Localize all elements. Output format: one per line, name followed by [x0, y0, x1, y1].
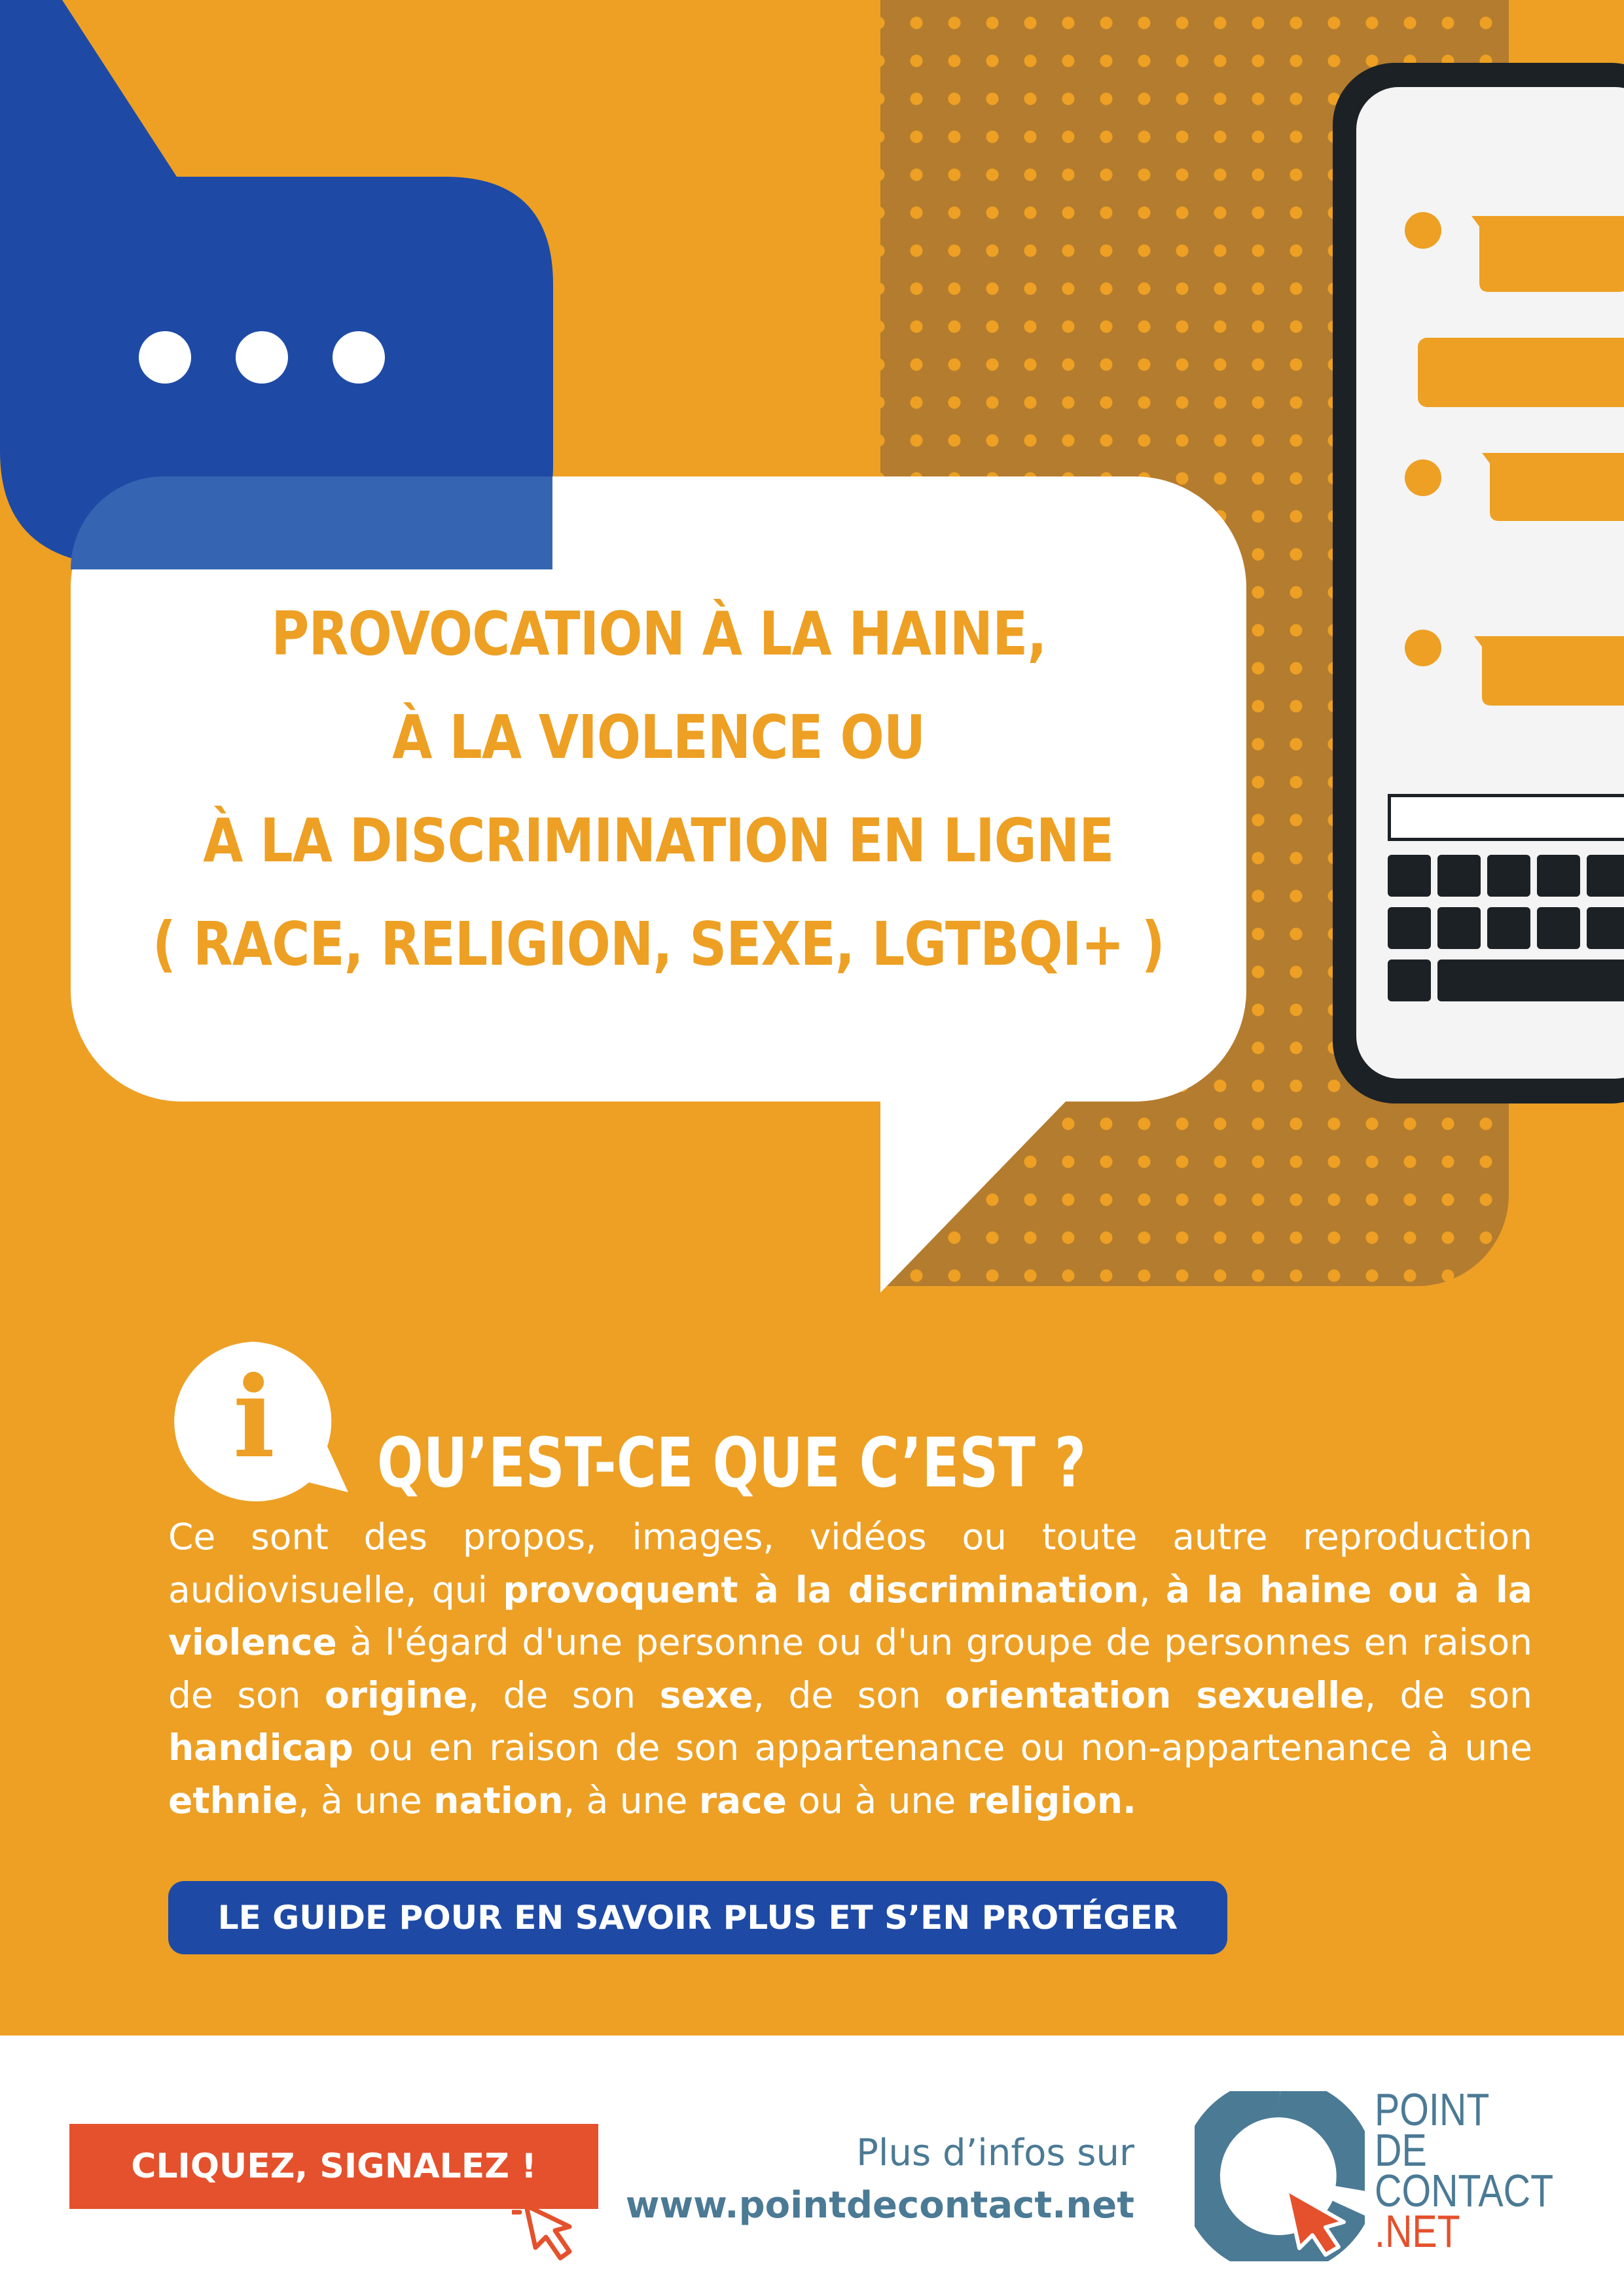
- speech-bubble-tail: [877, 1080, 1087, 1296]
- paragraph-text: ou en raison de son appartenance ou non-appartenance à une: [353, 1727, 1532, 1768]
- logo-line: CONTACT: [1375, 2165, 1554, 2216]
- phone-input-field: [1388, 794, 1624, 841]
- headline-line: À LA VIOLENCE OU: [392, 702, 925, 772]
- emphasis-text: à la haine ou à la violence: [168, 1568, 1532, 1663]
- chat-message-bubble: [1474, 636, 1624, 706]
- chat-message-bubble: [1482, 453, 1624, 521]
- chat-avatar-dot: [1405, 212, 1441, 249]
- paragraph-text: , de son: [467, 1674, 660, 1716]
- logo-line: DE: [1375, 2125, 1427, 2176]
- emphasis-text: origine: [325, 1674, 468, 1716]
- guide-button[interactable]: LE GUIDE POUR EN SAVOIR PLUS ET S’EN PROTÉGER: [168, 1881, 1227, 1954]
- typing-dot: [139, 331, 191, 384]
- emphasis-text: orientation sexuelle: [945, 1674, 1365, 1716]
- headline-line: PROVOCATION À LA HAINE,: [270, 598, 1047, 669]
- emphasis-text: handicap: [168, 1727, 353, 1768]
- chat-message-bubble: [1418, 338, 1624, 407]
- paragraph-text: ,: [1138, 1568, 1166, 1611]
- description-paragraph: [168, 1511, 1532, 1827]
- more-info-label: Plus d’infos sur: [856, 2132, 1134, 2174]
- typing-dot: [333, 331, 385, 384]
- more-info: [589, 2127, 1134, 2232]
- website-link[interactable]: www.pointdecontact.net: [625, 2184, 1134, 2227]
- emphasis-text: provoquent à la discrimination: [503, 1568, 1139, 1611]
- point-de-contact-logo-icon: [1195, 2091, 1365, 2261]
- svg-text:i: i: [232, 1352, 276, 1483]
- speech-bubble-icon: [71, 476, 1246, 1102]
- paragraph-text: , de son: [753, 1674, 945, 1716]
- logo-wordmark: [1375, 2084, 1554, 2257]
- headline-line: À LA DISCRIMINATION EN LIGNE: [203, 805, 1114, 876]
- logo-line: POINT: [1375, 2084, 1490, 2135]
- report-button[interactable]: CLIQUEZ, SIGNALEZ !: [69, 2124, 598, 2209]
- paragraph-text: à l'égard d'une personne ou d'un groupe de personnes en raison de son: [168, 1621, 1532, 1716]
- headline-line: ( RACE, RELIGION, SEXE, LGTBQI+ ): [152, 908, 1165, 979]
- emphasis-text: nation: [433, 1779, 564, 1821]
- paragraph-text: , à une: [563, 1779, 699, 1821]
- emphasis-text: religion.: [967, 1779, 1136, 1821]
- paragraph-text: Ce sont des propos, images, vidéos ou toute autre reproduction audiovisuelle, qui: [168, 1516, 1532, 1611]
- paragraph-text: , à une: [298, 1779, 434, 1821]
- chat-avatar-dot: [1405, 459, 1441, 496]
- chat-message-bubble: [1471, 216, 1624, 292]
- emphasis-text: sexe: [659, 1674, 753, 1716]
- info-icon: [171, 1342, 353, 1502]
- emphasis-text: race: [698, 1779, 787, 1821]
- typing-dot: [236, 331, 288, 384]
- logo-line: .NET: [1375, 2206, 1460, 2257]
- cursor-click-icon: [512, 2187, 597, 2272]
- emphasis-text: ethnie: [168, 1779, 298, 1821]
- section-title: QU’EST-CE QUE C’EST ?: [377, 1423, 1087, 1503]
- paragraph-text: ou à une: [786, 1779, 967, 1821]
- chat-avatar-dot: [1405, 630, 1441, 666]
- paragraph-text: , de son: [1364, 1674, 1532, 1716]
